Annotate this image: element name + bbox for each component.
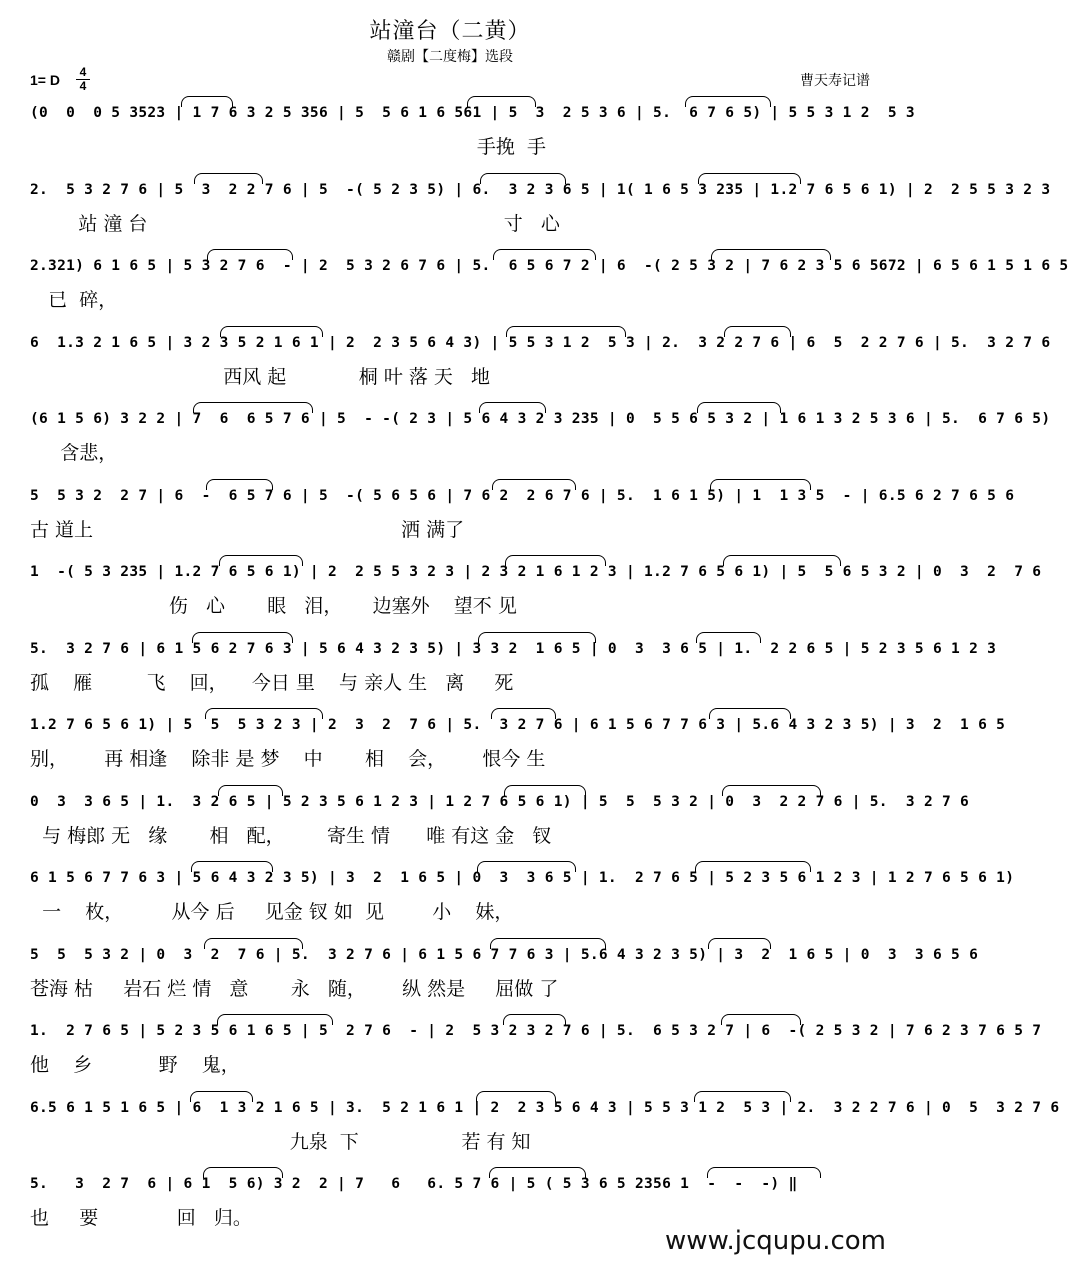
slur-mark <box>506 326 626 337</box>
score-row <box>30 557 1042 627</box>
lyrics-line: 也 要 回 归。 <box>30 1207 252 1229</box>
notation-line: 5. 3 2 7 6 | 6 1 5 6) 3 2 2 | 7 6 6. 5 7 6 | 5 ( 5 3 6 5 2356 1 - - -) ‖ <box>30 1176 798 1192</box>
key-signature: 1= D <box>30 72 60 88</box>
slur-mark <box>723 555 841 566</box>
slur-mark <box>467 96 536 107</box>
lyrics-line: 他 乡 野 鬼， <box>30 1054 240 1076</box>
page-title: 站潼台（二黄） <box>369 19 531 44</box>
score-row <box>30 481 1015 551</box>
lyrics-line: 已 碎， <box>30 289 118 311</box>
slur-mark <box>489 1167 586 1178</box>
slur-mark <box>698 173 801 184</box>
lyrics-line: 一 枚， 从今 后 见金 钗 如 见 小 妹， <box>30 901 514 923</box>
slur-mark <box>696 632 761 643</box>
slur-mark <box>492 479 576 490</box>
notation-line: 2. 5 3 2 7 6 | 5 3 2 2 7 6 | 5 -( 5 2 3 5) | 6. 3 2 3 6 5 | 1( 1 6 5 3 235 | 1.2 7 6 5 6 1) | 2 2 5 5 3 2 3 <box>30 181 1051 198</box>
lyrics-line: 孤 雁 飞 回， 今日 里 与 亲人 生 离 死 <box>30 671 514 694</box>
lyrics-line: 手挽 手 <box>30 136 547 158</box>
slur-mark <box>191 861 273 872</box>
slur-mark <box>710 479 811 490</box>
slur-mark <box>503 1014 566 1025</box>
slur-mark <box>697 402 781 413</box>
score-row <box>30 175 1051 245</box>
slur-mark <box>207 249 293 260</box>
slur-mark <box>490 938 606 949</box>
score-row <box>30 863 1015 933</box>
notation-line: 1 -( 5 3 235 | 1.2 7 6 5 6 1) | 2 2 5 5 3 2 3 | 2 3 2 1 6 1 2 3 | 1.2 7 6 5 6 1) | 5 5 6 5 3 2 | 0 3 2 7 6 <box>30 564 1042 580</box>
slur-mark <box>724 326 791 337</box>
score-row <box>30 328 1051 398</box>
score-row <box>30 1016 1042 1086</box>
notation-line: (6 1 5 6) 3 2 2 | 7 6 6 5 7 6 | 5 - -( 2 3 | 5 6 4 3 2 3 235 | 0 5 5 6 5 3 2 | 1 6 1 3 2 5 3 6 | 5. 6 7 6 5) <box>30 411 1051 427</box>
slur-mark <box>219 555 303 566</box>
lyrics-line: 古 道上 洒 满了 <box>30 518 465 541</box>
notation-line: 1. 2 7 6 5 | 5 2 3 5 6 1 6 5 | 5 2 7 6 - | 2 5 3 2 3 2 7 6 | 5. 6 5 3 2 7 | 6 -( 2 5 3 2 | 7 6 2 3 7 6 5 7 <box>30 1023 1042 1039</box>
notation-line: 5 5 3 2 2 7 | 6 - 6 5 7 6 | 5 -( 5 6 5 6 | 7 6 2 2 6 7 6 | 5. 1 6 1 5) | 1 1 3 5 - | 6.5 6 2 7 6 5 6 <box>30 487 1015 504</box>
notation-line: 5 5 5 3 2 | 0 3 2 7 6 | 5. 3 2 7 6 | 6 1 5 6 7 7 6 3 | 5.6 4 3 2 3 5) | 3 2 1 6 5 | 0 3 3 6 5 6 <box>30 946 979 963</box>
slur-mark <box>479 402 546 413</box>
slur-mark <box>194 173 263 184</box>
notation-line: 6.5 6 1 5 1 6 5 | 6 1 3 2 1 6 5 | 3. 5 2 1 6 1 | 2 2 3 5 6 4 3 | 5 5 3 1 2 5 3 | 2. 3 2 2 7 6 | 0 5 3 2 7 6 <box>30 1099 1060 1116</box>
slur-mark <box>722 785 821 796</box>
slur-mark <box>695 861 811 872</box>
slur-mark <box>493 249 596 260</box>
slur-mark <box>193 402 313 413</box>
notation-line: 0 3 3 6 5 | 1. 3 2 6 5 | 5 2 3 5 6 1 2 3 | 1 2 7 6 5 6 1) | 5 5 5 3 2 | 0 3 2 2 7 6 | 5. 3 2 7 6 <box>30 793 970 810</box>
slur-mark <box>205 708 323 719</box>
slur-mark <box>477 861 576 872</box>
slur-mark <box>206 479 273 490</box>
score-row <box>30 1093 1060 1163</box>
notation-line: 5. 3 2 7 6 | 6 1 5 6 2 7 6 3 | 5 6 4 3 2 3 5) | 3 3 2 1 6 5 | 0 3 3 6 5 | 1. 2 2 6 5 | 5 2 3 5 6 1 2 3 <box>30 640 997 657</box>
score-row <box>30 98 915 168</box>
lyrics-line: 含悲， <box>30 442 118 464</box>
recorder-credit: 曹天寿记谱 <box>800 72 870 88</box>
score-row <box>30 404 1051 474</box>
notation-line: (0 0 0 5 3523 | 1 7 6 3 2 5 356 | 5 5 6 1 6 561 | 5 3 2 5 3 6 | 5. 6 7 6 5) | 5 5 3 1 2 5 3 <box>30 105 915 121</box>
slur-mark <box>476 1091 556 1102</box>
notation-line: 6 1.3 2 1 6 5 | 3 2 3 5 2 1 6 1 | 2 2 3 5 6 4 3) | 5 5 3 1 2 5 3 | 2. 3 2 2 7 6 | 6 5 2 2 7 6 | 5. 3 2 7 6 <box>30 334 1051 351</box>
lyrics-line: 西风 起 桐 叶 落 天 地 <box>30 365 491 388</box>
page-subtitle: 赣剧【二度梅】选段 <box>387 49 513 65</box>
slur-mark <box>203 1167 283 1178</box>
lyrics-line: 与 梅郎 无 缘 相 配， 寄生 情 唯 有这 金 钗 <box>30 824 552 847</box>
score-row <box>30 787 970 857</box>
slur-mark <box>181 96 233 107</box>
slur-mark <box>685 96 771 107</box>
slur-mark <box>505 555 606 566</box>
notation-line: 6 1 5 6 7 7 6 3 | 5 6 4 3 2 3 5) | 3 2 1 6 5 | 0 3 3 6 5 | 1. 2 7 6 5 | 5 2 3 5 6 1 2 3 | 1 2 7 6 5 6 1) <box>30 870 1015 886</box>
slur-mark <box>220 326 323 337</box>
slur-mark <box>204 938 303 949</box>
slur-mark <box>190 1091 253 1102</box>
notation-line: 1.2 7 6 5 6 1) | 5 5 5 3 2 3 | 2 3 2 7 6 | 5. 3 2 7 6 | 6 1 5 6 7 7 6 3 | 5.6 4 3 2 3 5) | 3 2 1 6 5 <box>30 717 1006 733</box>
slur-mark <box>709 708 791 719</box>
slur-mark <box>504 785 586 796</box>
meter-bottom: 4 <box>76 79 90 93</box>
lyrics-line: 苍海 枯 岩石 烂 情 意 永 随， 纵 然是 屈做 了 <box>30 977 559 1000</box>
score-row <box>30 710 1006 780</box>
slur-mark <box>491 708 556 719</box>
slur-mark <box>708 938 771 949</box>
slur-mark <box>480 173 566 184</box>
slur-mark <box>721 1014 801 1025</box>
watermark: www.jcqupu.com <box>665 1226 886 1256</box>
score-row <box>30 634 997 704</box>
lyrics-line: 九泉 下 若 有 知 <box>30 1130 531 1153</box>
meter-top: 4 <box>79 65 87 79</box>
slur-mark <box>478 632 596 643</box>
slur-mark <box>218 785 283 796</box>
lyrics-line: 伤 心 眼 泪， 边塞外 望不 见 <box>30 595 517 617</box>
notation-line: 2.321) 6 1 6 5 | 5 3 2 7 6 - | 2 5 3 2 6 7 6 | 5. 6 5 6 7 2 | 6 -( 2 5 3 2 | 7 6 2 3 5 6 5672 | 6 5 6 1 5 1 6 5 <box>30 258 1068 274</box>
slur-mark <box>217 1014 333 1025</box>
score-row <box>30 940 979 1010</box>
lyrics-line: 别， 再 相逢 除非 是 梦 中 相 会， 恨今 生 <box>30 748 546 770</box>
slur-mark <box>707 1167 821 1178</box>
time-signature <box>76 66 90 93</box>
slur-mark <box>711 249 831 260</box>
slur-mark <box>192 632 293 643</box>
lyrics-line: 站 潼 台 寸 心 <box>30 212 560 235</box>
slur-mark <box>694 1091 791 1102</box>
score-row <box>30 251 1068 321</box>
